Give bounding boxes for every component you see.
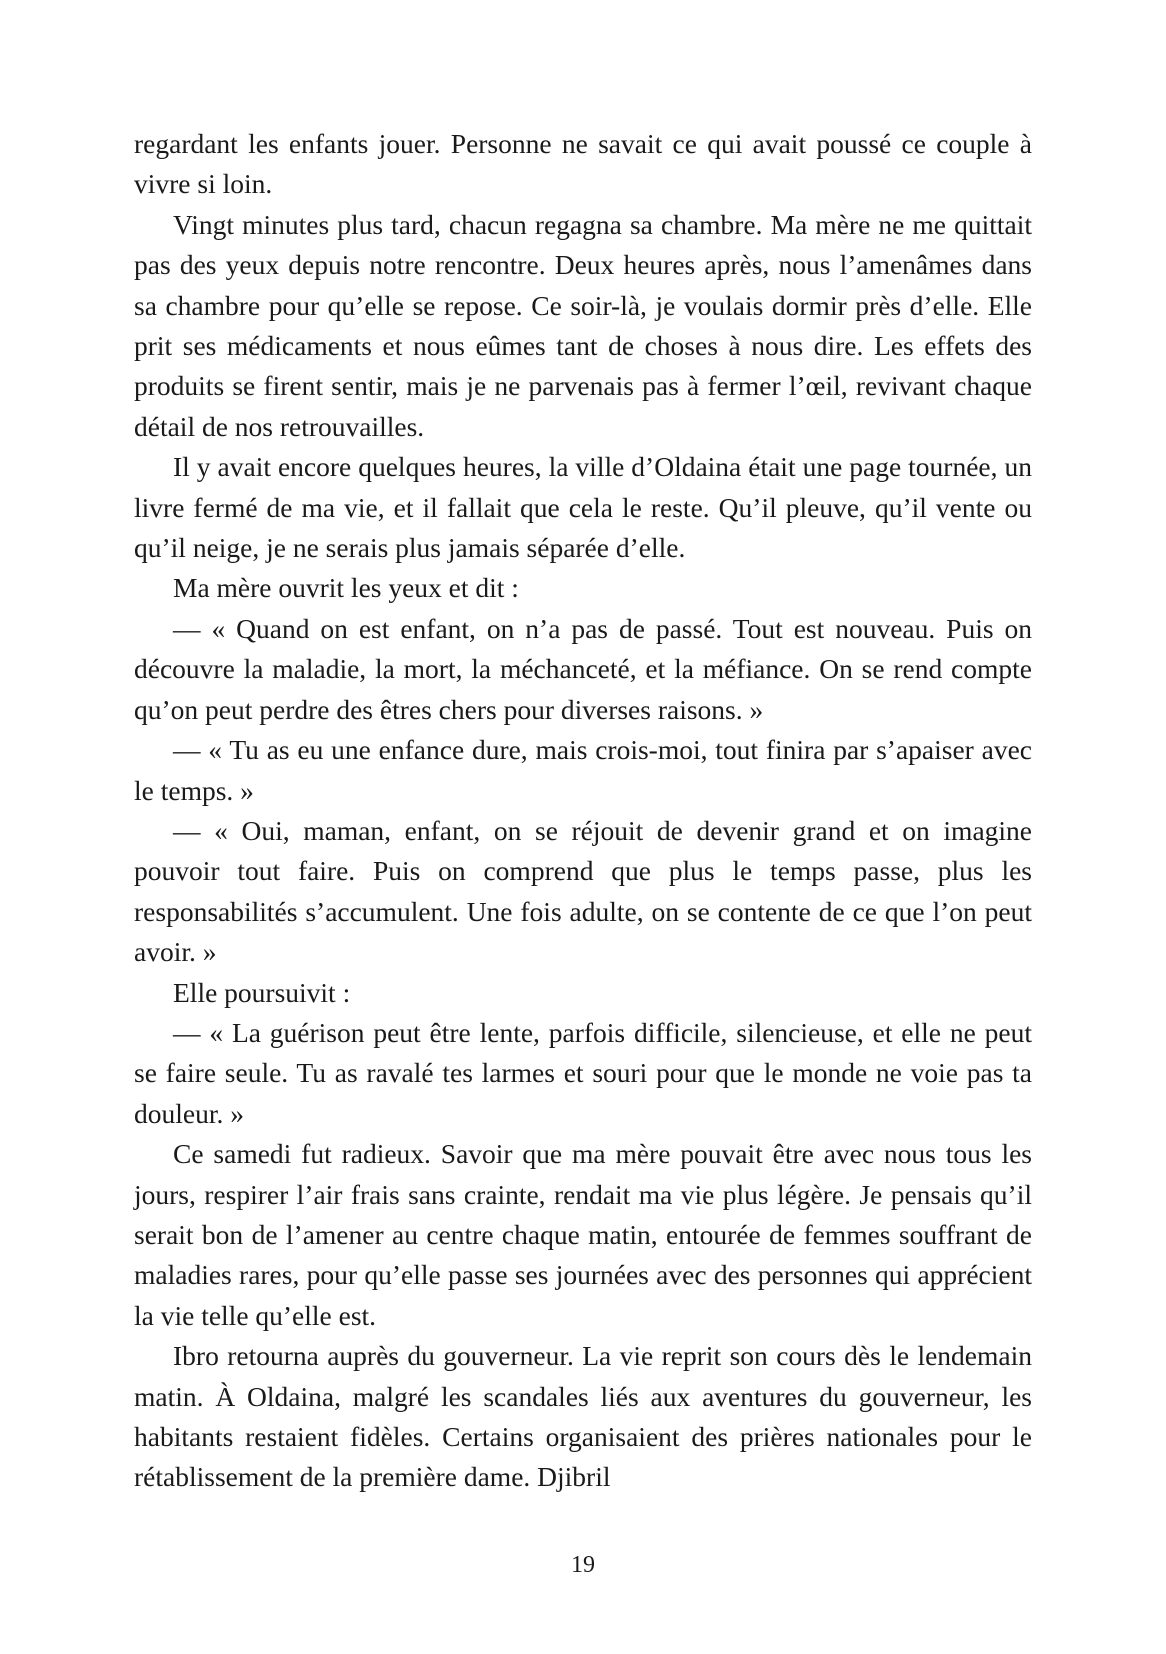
paragraph: Ma mère ouvrit les yeux et dit :: [173, 572, 519, 604]
paragraph: Il y avait encore quelques heures, la ville d’Oldaina était une page tournée, un livre fermé de ma vie, et il fallait que cela le reste. Qu’il pleuve, qu’il vente ou qu’il neige, je ne serais plus jamais séparée d’elle.: [134, 451, 1032, 564]
paragraph: Elle poursuivit :: [173, 976, 351, 1008]
dialogue-paragraph: — « Oui, maman, enfant, on se réjouit de devenir grand et on imagine pouvoir tout faire. Puis on comprend que plus le temps passe, plus les responsabilités s’accumulent. Une fois adulte, on se contente de ce que l’on peut avoir. »: [134, 814, 1032, 968]
dialogue-paragraph: — « Quand on est enfant, on n’a pas de passé. Tout est nouveau. Puis on découvre la maladie, la mort, la méchanceté, et la méfiance. On se rend compte qu’on peut perdre des êtres chers pour diverses raisons. »: [134, 612, 1032, 725]
paragraph: Ce samedi fut radieux. Savoir que ma mère pouvait être avec nous tous les jours, respirer l’air frais sans crainte, rendait ma vie plus légère. Je pensais qu’il serait bon de l’amener au centre chaque matin, entourée de femmes souffrant de maladies rares, pour qu’elle passe ses journées avec des personnes qui apprécient la vie telle qu’elle est.: [134, 1138, 1032, 1331]
paragraph-continuation: regardant les enfants jouer. Personne ne savait ce qui avait poussé ce couple à vivre si loin.: [134, 128, 1032, 200]
paragraph: Ibro retourna auprès du gouverneur. La vie reprit son cours dès le lendemain matin. À Oldaina, malgré les scandales liés aux aventures du gouverneur, les habitants restaient fidèles. Certains organisaient des prières nationales pour le rétablissement de la première dame. Djibril: [134, 1340, 1032, 1493]
page-number: 19: [571, 1552, 595, 1578]
dialogue-paragraph: — « Tu as eu une enfance dure, mais crois-moi, tout finira par s’apaiser avec le temps. »: [134, 734, 1032, 806]
dialogue-paragraph: — « La guérison peut être lente, parfois difficile, silencieuse, et elle ne peut se faire seule. Tu as ravalé tes larmes et souri pour que le monde ne voie pas ta douleur. »: [134, 1016, 1032, 1129]
body-text: [134, 124, 1032, 1498]
paragraph: Vingt minutes plus tard, chacun regagna sa chambre. Ma mère ne me quittait pas des yeux depuis notre rencontre. Deux heures après, nous l’amenâmes dans sa chambre pour qu’elle se repose. Ce soir-là, je voulais dormir près d’elle. Elle prit ses médicaments et nous eûmes tant de choses à nous dire. Les effets des produits se firent sentir, mais je ne parvenais pas à fermer l’œil, revivant chaque détail de nos retrouvailles.: [134, 208, 1032, 442]
